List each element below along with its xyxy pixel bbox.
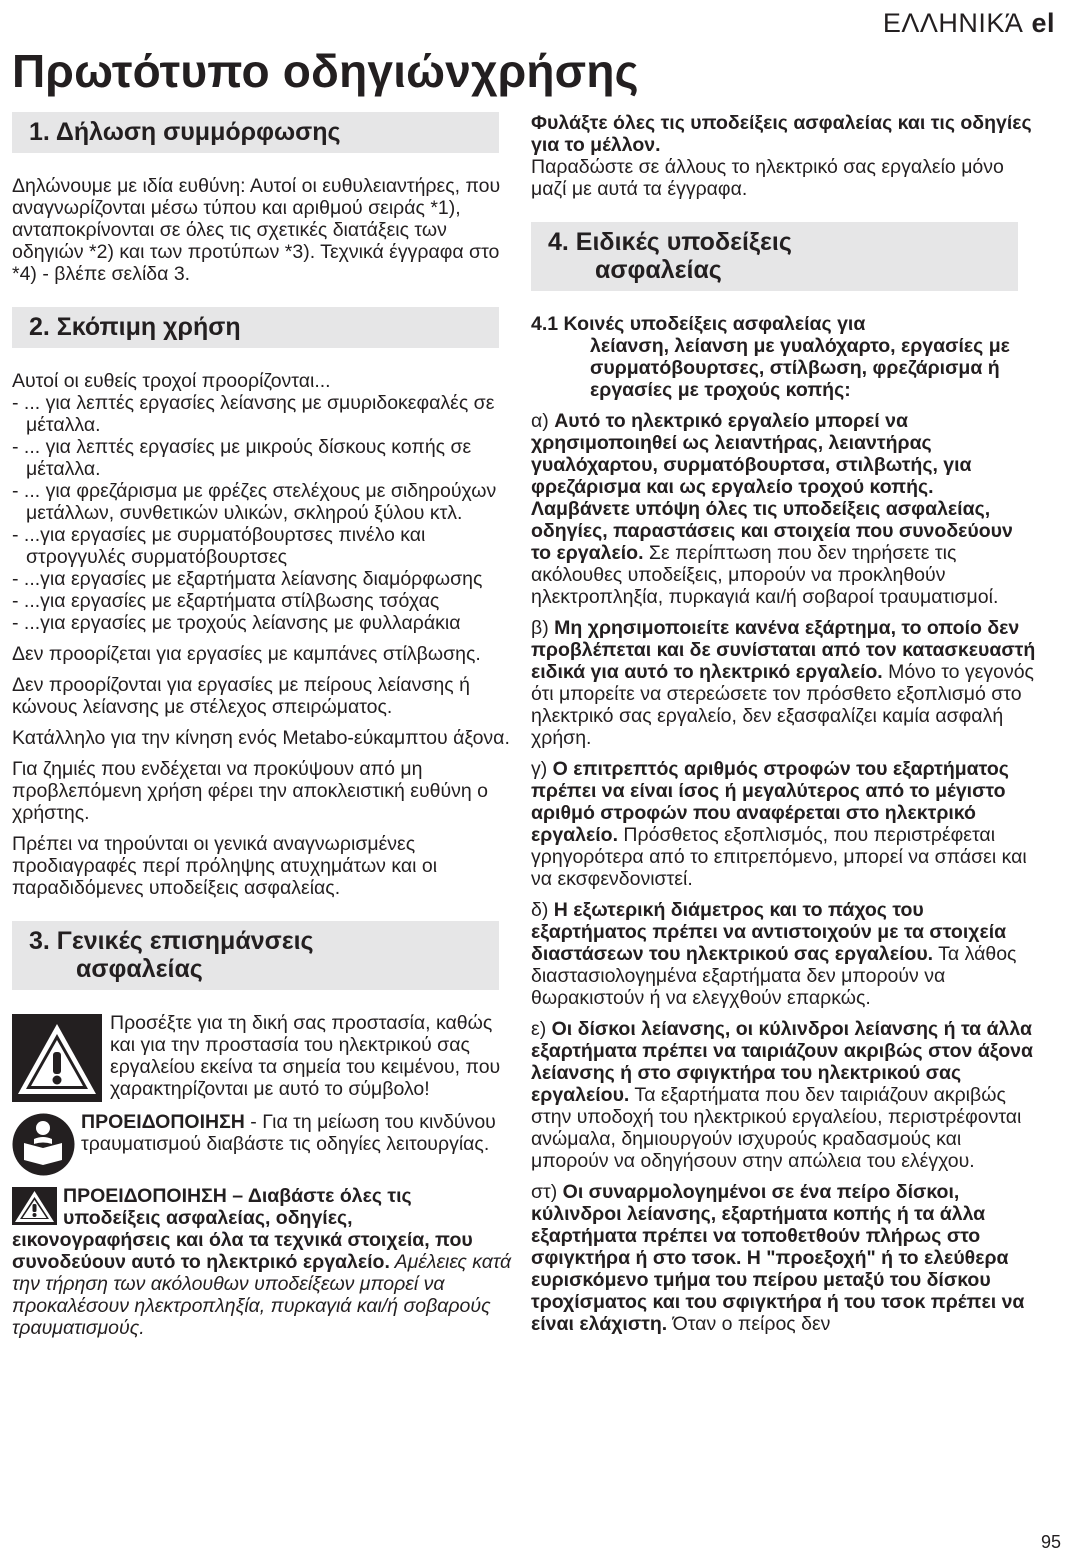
safety-item-c: γ) Ο επιτρεπτός αριθμός στροφών του εξαρτήματος πρέπει να είναι ίσος ή μεγαλύτερος από το μέγιστο αριθμό στροφών που αναφέρεται στο ηλεκτρικό εργαλείο. Πρόσθετος εξοπλισμός, που περιστρέφεται γρηγορότερα από το επιτρεπόμενο, μπορεί να σπάσει και να εκσφενδονιστεί. [531,758,1027,890]
keep-instructions-text: Παραδώστε σε άλλους το ηλεκτρικό σας εργαλείο μόνο μαζί με αυτά τα έγγραφα. [531,156,1004,200]
safety-item-f: στ) Οι συναρμολογημένοι σε ένα πείρο δίσκοι, κύλινδροι λείανσης, εξαρτήματα κοπής ή τα άλλα εξαρτήματα πρέπει να τοποθετθούν πλήρως στο σφιγκτήρα ή στο τσοκ. Η "προεξοχή" ή το ελεύθερα ευρισκόμενο τμήμα του πείρου μεταξύ του δίσκου τροχίσματος και του σφιγκτήρα ή του τσοκ πρέπει να είναι ελάχιστη. Όταν ο πείρος δεν [531,1181,1025,1335]
safety-item-d: δ) Η εξωτερική διάμετρος και το πάχος του εξαρτήματος πρέπει να αντιστοιχούν με τα στοιχεία διαστάσεων του ηλεκτρικού σας εργαλείου. Τα λάθος διαστασιολογημένα εξαρτήματα δεν μπορούν να θωρακιστούν ή να ελεγχθούν επαρκώς. [531,899,1017,1009]
section-3-heading: 3. Γενικές επισημάνσεις ασφαλείας [12,921,499,990]
document-title: Πρωτότυπο οδηγιώνχρήσης [12,45,639,97]
page-number: 95 [1040,1532,1061,1552]
read-all-warning [12,1185,512,1339]
paragraph: Κατάλληλο για την κίνηση ενός Metabo-εύκαμπτου άξονα. [12,727,510,749]
warning-label: ΠΡΟΕΙΔΟΠΟΙΗΣΗ [81,1111,245,1133]
list-item: - ... για φρεζάρισμα με φρέζες στελέχους με σιδηρούχων μετάλλων, συνθετικών υλικών, σκληρού ξύλου κτλ. [12,480,497,524]
language-code: el [1031,8,1055,38]
declaration-text: Δηλώνουμε με ιδία ευθύνη: Αυτοί οι ευθυλειαντήρες, που αναγνωρίζονται μέσω τύπου και αριθμού σειράς *1), ανταποκρίνονται σε όλες τις σχετικές διατάξεις των οδηγιών *2) και των προτύπων *3). Τεχνικά έγγραφα στο *4) - βλέπε σελίδα 3. [12,175,501,285]
read-manual-icon [12,1113,75,1176]
safety-item-e: ε) Οι δίσκοι λείανσης, οι κύλινδροι λείανσης ή τα άλλα εξαρτήματα πρέπει να ταιριάζουν ακριβώς στον άξονα λείανσης ή στο σφιγκτήρα του ηλεκτρικού σας εργαλείου. Τα εξαρτήματα που δεν ταιριάζουν ακριβώς στην υποδοχή του ηλεκτρικού εργαλείου, περιστρέφονται ανώμαλα, δημιουργούν ισχυρούς κραδασμούς και μπορούν να οδηγήσουν στην απώλεια του ελέγχου. [531,1018,1033,1172]
paragraph: Πρέπει να τηρούνται οι γενικά αναγνωρισμένες προδιαγραφές περί πρόληψης ατυχημάτων και οι παραδιδόμενες υποδείξεις ασφαλείας. [12,833,438,899]
read-all-warning-italic: Αμέλειες κατά την τήρηση των ακόλουθων υποδείξεων μπορεί να προκαλέσουν ηλεκτροπληξία, πυρκαγιά και/ή σοβαρούς τραυματισμούς. [12,1251,512,1339]
paragraph: Για ζημιές που ενδέχεται να προκύψουν από μη προβλεπόμενη χρήση φέρει την αποκλειστική ευθύνη ο χρήστης. [12,758,488,824]
warning-symbol-note [12,1012,512,1100]
paragraph: Δεν προορίζονται για εργασίες με πείρους λείανσης ή κώνους λείανσης με στέλεχος σπειρώματος. [12,674,470,718]
section-4-heading: 4. Ειδικές υποδείξεις ασφαλείας [531,222,1018,291]
section-2-heading: 2. Σκόπιμη χρήση [12,307,499,348]
section-1-heading: 1. Δήλωση συμμόρφωσης [12,112,499,153]
list-item: - ...για εργασίες με τροχούς λείανσης με φυλλαράκια [12,612,461,634]
keep-instructions-bold: Φυλάξτε όλες τις υποδείξεις ασφαλείας και τις οδηγίες για το μέλλον. [531,112,1032,156]
language-label: ΕΛΛΗΝΙΚΆ el [882,8,1055,38]
intended-use-intro: Αυτοί οι ευθείς τροχοί προορίζονται... [12,370,331,392]
intended-use-list [12,392,512,634]
list-item: - ... για λεπτές εργασίες λείανσης με σμυριδοκεφαλές σε μέταλλα. [12,392,495,436]
warning-note-text: Προσέξτε για τη δική σας προστασία, καθώς και για την προστασία του ηλεκτρικού σας εργαλείου εκείνα τα σημεία του κειμένου, που χαρακτηρίζονται με αυτό το σύμβολο! [110,1012,501,1100]
safety-item-a: α) Αυτό το ηλεκτρικό εργαλείο μπορεί να χρησιμοποιηθεί ως λειαντήρας, λειαντήρας γυαλόχαρτου, συρματόβουρτσα, στιλβωτής, για φρεζάρισμα και ως εργαλείο τροχού κοπής. Λαμβάνετε υπόψη όλες τις υποδείξεις ασφαλείας, οδηγίες, παραστάσεις και στοιχεία που συνοδεύουν το εργαλείο. Σε περίπτωση που δεν τηρήσετε τις ακόλουθες υποδείξεις, μπορούν να προκληθούν ηλεκτροπληξία, πυρκαγιά και/ή σοβαροί τραυματισμοί. [531,410,1013,608]
list-item: - ...για εργασίες με εξαρτήματα λείανσης διαμόρφωσης [12,568,483,590]
list-item: - ...για εργασίες με εξαρτήματα στίλβωσης τσόχας [12,590,440,612]
read-all-warning-bold: ΠΡΟΕΙΔΟΠΟΙΗΣΗ – Διαβάστε όλες τις υποδείξεις ασφαλείας, οδηγίες, εικονογραφήσεις και όλα τα τεχνικά στοιχεία, που συνοδεύουν αυτό το ηλεκτρικό εργαλείο. [12,1185,473,1273]
safety-item-b: β) Μη χρησιμοποιείτε κανένα εξάρτημα, το οποίο δεν προβλέπεται και δε συνίσταται από τον κατασκευαστή ειδικά για αυτό το ηλεκτρικό εργαλείο. Μόνο το γεγονός ότι μπορείτε να στερεώσετε τον πρόσθετο εξοπλισμό στο ηλεκτρικό σας εργαλείο, δεν εξασφαλίζει καμία ασφαλή χρήση. [531,617,1036,749]
list-item: - ...για εργασίες με συρματόβουρτσες πινέλο και στρογγυλές συρματόβουρτσες [12,524,426,568]
paragraph: Δεν προορίζεται για εργασίες με καμπάνες στίλβωσης. [12,643,481,665]
read-manual-text: - Για τη μείωση του κινδύνου τραυματισμού διαβάστε τις οδηγίες λειτουργίας. [81,1111,496,1155]
subsection-4-1-heading: 4.1 Κοινές υποδείξεις ασφαλείας για λείανση, λείανση με γυαλόχαρτο, εργασίες με συρματόβουρτσες, στίλβωση, φρεζάρισμα ή εργασίες με τροχούς κοπής: [531,313,1010,401]
warning-triangle-icon [12,1014,102,1102]
list-item: - ... για λεπτές εργασίες με μικρούς δίσκους κοπής σε μέταλλα. [12,436,472,480]
right-column [531,112,1036,1335]
read-manual-note [12,1111,512,1155]
left-column [12,112,512,1339]
warning-triangle-icon [12,1187,57,1225]
